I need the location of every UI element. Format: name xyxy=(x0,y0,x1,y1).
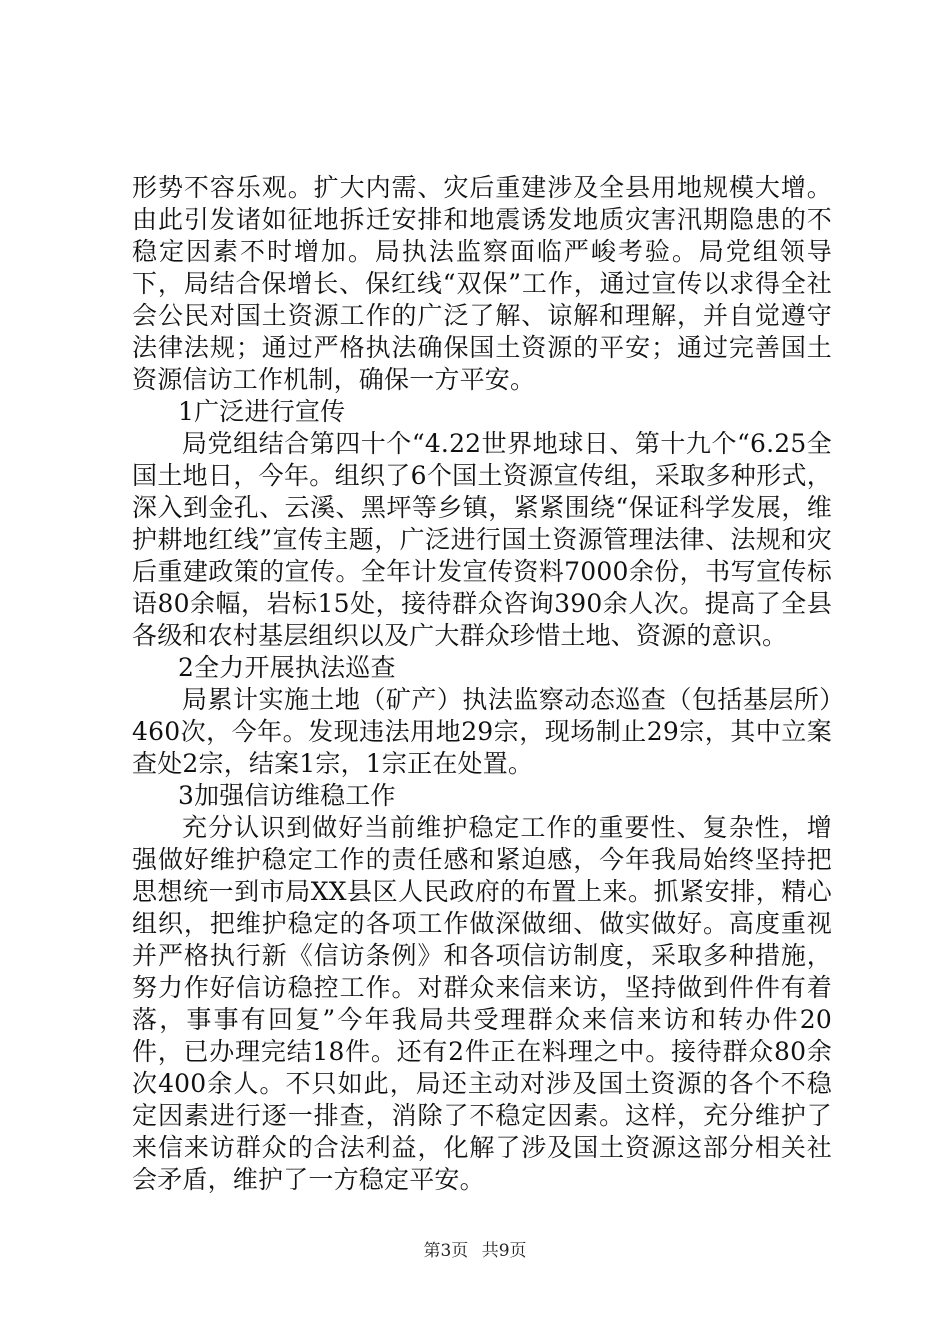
page-footer xyxy=(0,1240,950,1262)
body-paragraph: 局累计实施土地（矿产）执法监察动态巡查（包括基层所）460次，今年。发现违法用地29宗，现场制止29宗，其中立案查处2宗，结案1宗，1宗正在处置。 xyxy=(132,685,832,778)
document-body xyxy=(132,172,832,1196)
section-heading: 3加强信访维稳工作 xyxy=(178,781,396,810)
page-number-current: 第3页 xyxy=(423,1241,469,1261)
section-heading: 2全力开展执法巡查 xyxy=(178,653,396,682)
section-heading: 1广泛进行宣传 xyxy=(178,397,346,426)
body-paragraph: 形势不容乐观。扩大内需、灾后重建涉及全县用地规模大增。由此引发诸如征地拆迁安排和地震诱发地质灾害汛期隐患的不稳定因素不时增加。局执法监察面临严峻考验。局党组领导下，局结合保增长、保红线“双保”工作，通过宣传以求得全社会公民对国土资源工作的广泛了解、谅解和理解，并自觉遵守法律法规；通过严格执法确保国土资源的平安；通过完善国土资源信访工作机制，确保一方平安。 xyxy=(132,173,832,394)
page-number-total: 共9页 xyxy=(481,1241,527,1261)
body-paragraph: 充分认识到做好当前维护稳定工作的重要性、复杂性，增强做好维护稳定工作的责任感和紧迫感，今年我局始终坚持把思想统一到市局XX县区人民政府的布置上来。抓紧安排，精心组织，把维护稳定的各项工作做深做细、做实做好。高度重视并严格执行新《信访条例》和各项信访制度，采取多种措施，努力作好信访稳控工作。对群众来信来访，坚持做到件件有着落，事事有回复”今年我局共受理群众来信来访和转办件20件，已办理完结18件。还有2件正在料理之中。接待群众80余次400余人。不只如此，局还主动对涉及国土资源的各个不稳定因素进行逐一排查，消除了不稳定因素。这样，充分维护了来信来访群众的合法利益，化解了涉及国土资源这部分相关社会矛盾，维护了一方稳定平安。 xyxy=(132,813,832,1194)
body-paragraph: 局党组结合第四十个“4.22世界地球日、第十九个“6.25全国土地日，今年。组织了6个国土资源宣传组，采取多种形式，深入到金孔、云溪、黑坪等乡镇，紧紧围绕“保证科学发展，维护耕地红线”宣传主题，广泛进行国土资源管理法律、法规和灾后重建政策的宣传。全年计发宣传资料7000余份，书写宣传标语80余幅，岩标15处，接待群众咨询390余人次。提高了全县各级和农村基层组织以及广大群众珍惜土地、资源的意识。 xyxy=(132,429,832,650)
